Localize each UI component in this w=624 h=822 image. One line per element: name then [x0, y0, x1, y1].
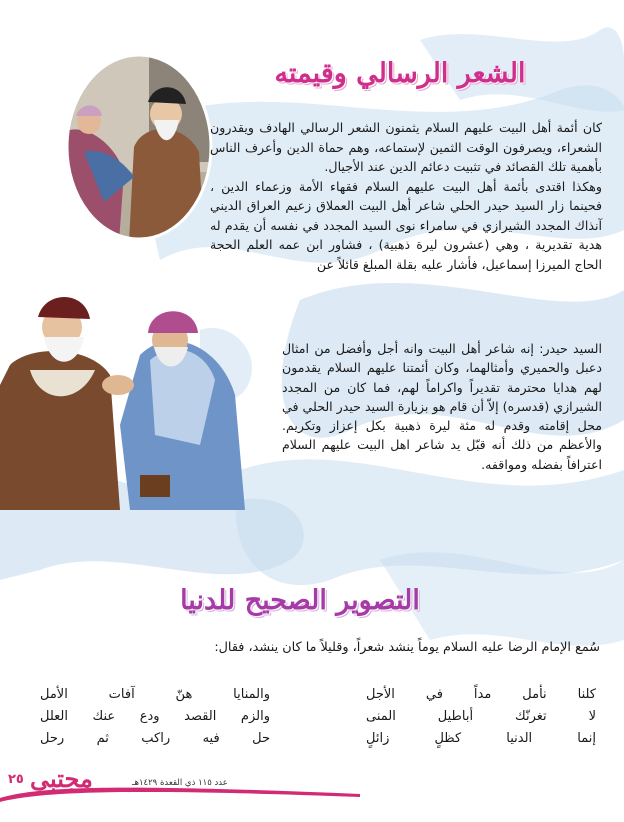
- article1-body-top: [210, 118, 602, 274]
- article1-body-bottom: [282, 339, 602, 474]
- verse-first-hemistich: كلنا نأمل مداً في الأجل: [366, 687, 596, 702]
- verse-first-hemistich: إنما الدنيا كظلٍ زائلٍ: [366, 731, 596, 746]
- poem-intro: سُمع الإمام الرضا عليه السلام يوماً ينشد شعراً، وقليلاً ما كان ينشد، فقال:: [214, 640, 600, 655]
- verse-second-hemistich: والمنايا هنّ آفات الأمل: [40, 687, 270, 702]
- poem-verse-3: [40, 728, 596, 750]
- hand-kissing-illustration: [0, 285, 265, 510]
- magazine-logo: مجتبى: [30, 764, 93, 793]
- verse-first-hemistich: لا تغرنّك أباطيل المنى: [366, 709, 596, 724]
- poem-verse-2: [40, 706, 596, 728]
- article1-paragraph-2: وهكذا اقتدى بأئمة أهل البيت عليهم السلام فقهاء الأمة وزعماء الدين ، فحينما زار السيد حيدر الحلي شاعر أهل البيت العملاق زعيم العراق الديني آنذاك المجدد الشيرازي في سامراء نوى السيد المجدد في نفسه أن يقدم له هدية تقديرية ، وهي (عشرون ليرة ذهبية) ، فشاور ابن عمه العلم الحجة الحاج الميرزا إسماعيل، فأشار عليه بقلة المبلغ قائلاً عن: [210, 178, 602, 272]
- verse-second-hemistich: والزم القصد ودع عنك العلل: [40, 709, 270, 724]
- issue-info: عدد ١١٥ ذي القعدة ١٤٢٩هـ: [132, 778, 228, 788]
- verse-second-hemistich: حل فيه راكب ثم رحل: [40, 731, 270, 746]
- article1-title: الشعر الرسالي وقيمته: [274, 58, 526, 89]
- article2-title: التصوير الصحيح للدنيا: [180, 585, 420, 616]
- poem-verse-1: [40, 684, 596, 706]
- page-number: ٢٥: [8, 772, 24, 787]
- article1-paragraph-3: السيد حيدر: إنه شاعر أهل البيت وانه أجل وأفضل من امثال دعبل والحميري وأمثالهما، وكان أئمتنا عليهم السلام يقدمون لهم هدايا محترمة تقديراً واكراماً لهم، فما كان من المجدد الشيرازي (قدسره) إلاّ أن قام هو بزيارة السيد حيدر الحلي في محل إقامته وقدم له مئة ليرة ذهبية بكل إعزاز وتكريم. والأعظم من ذلك أنه قبّل يد شاعر اهل البيت عليهم السلام اعترافاً بفضله ومواقفه.: [282, 341, 602, 472]
- poem: [40, 684, 596, 750]
- scholars-oval-illustration: [64, 52, 214, 242]
- article1-paragraph-1: كان أئمة أهل البيت عليهم السلام يثمنون الشعر الرسالي الهادف ويقدرون الشعراء، ويصرفون الوقت الثمين لإستماعه، وهم حماة الدين وأعرف الناس بأهمية تلك القصائد في تثبيت دعائم الدين عند الأجيال.: [210, 120, 602, 174]
